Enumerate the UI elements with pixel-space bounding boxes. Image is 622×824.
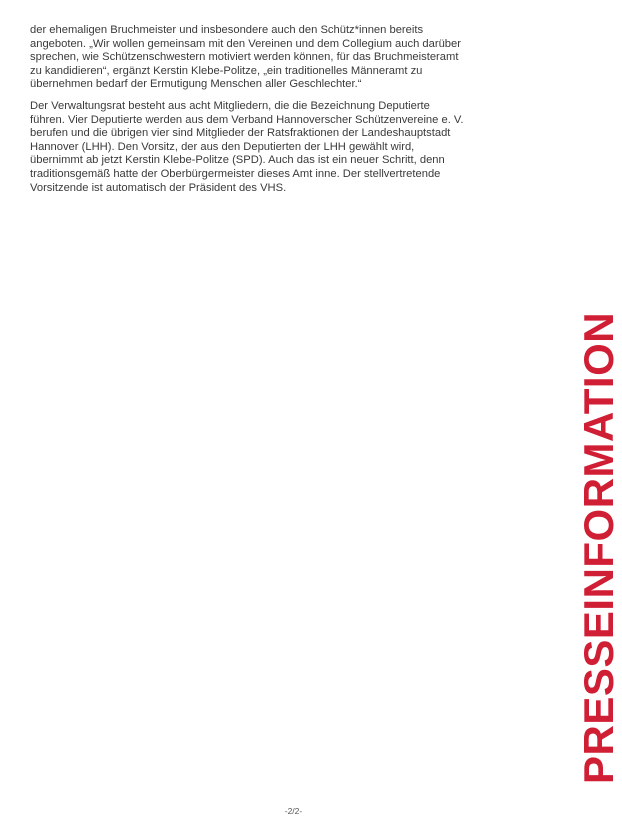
text-line: berufen und die übrigen vier sind Mitglieder der Ratsfraktionen der Landeshauptstadt: [30, 127, 451, 140]
text-line: angeboten. „Wir wollen gemeinsam mit den Vereinen und dem Collegium auch darüber: [30, 37, 461, 50]
text-line: Vorsitzende ist automatisch der Präsident des VHS.: [30, 181, 287, 194]
document-body: [30, 24, 500, 203]
text-line: führen. Vier Deputierte werden aus dem Verband Hannoverscher Schützenvereine e. V.: [30, 113, 464, 126]
text-line: traditionsgemäß hatte der Oberbürgermeister dieses Amt inne. Der stellvertretende: [30, 167, 441, 180]
page-number: -2/2-: [284, 806, 303, 816]
text-line: Der Verwaltungsrat besteht aus acht Mitgliedern, die die Bezeichnung Deputierte: [30, 99, 430, 112]
text-line: übernimmt ab jetzt Kerstin Klebe-Politze (SPD). Auch das ist ein neuer Schritt, denn: [30, 154, 445, 167]
paragraph-1: [30, 24, 500, 92]
paragraph-2: [30, 100, 500, 195]
text-line: zu kandidieren“, ergänzt Kerstin Klebe-Politze, „ein traditionelles Männeramt zu: [30, 64, 423, 77]
text-line: der ehemaligen Bruchmeister und insbesondere auch den Schütz*innen bereits: [30, 24, 424, 36]
text-line: Hannover (LHH). Den Vorsitz, der aus den Deputierten der LHH gewählt wird,: [30, 140, 415, 153]
presseinformation-side-label: PRESSEINFORMATION: [575, 311, 622, 784]
text-line: übernehmen bedarf der Ermutigung Menschen aller Geschlechter.“: [30, 78, 362, 91]
text-line: sprechen, wie Schützenschwestern motiviert werden können, für das Bruchmeisteramt: [30, 51, 459, 64]
